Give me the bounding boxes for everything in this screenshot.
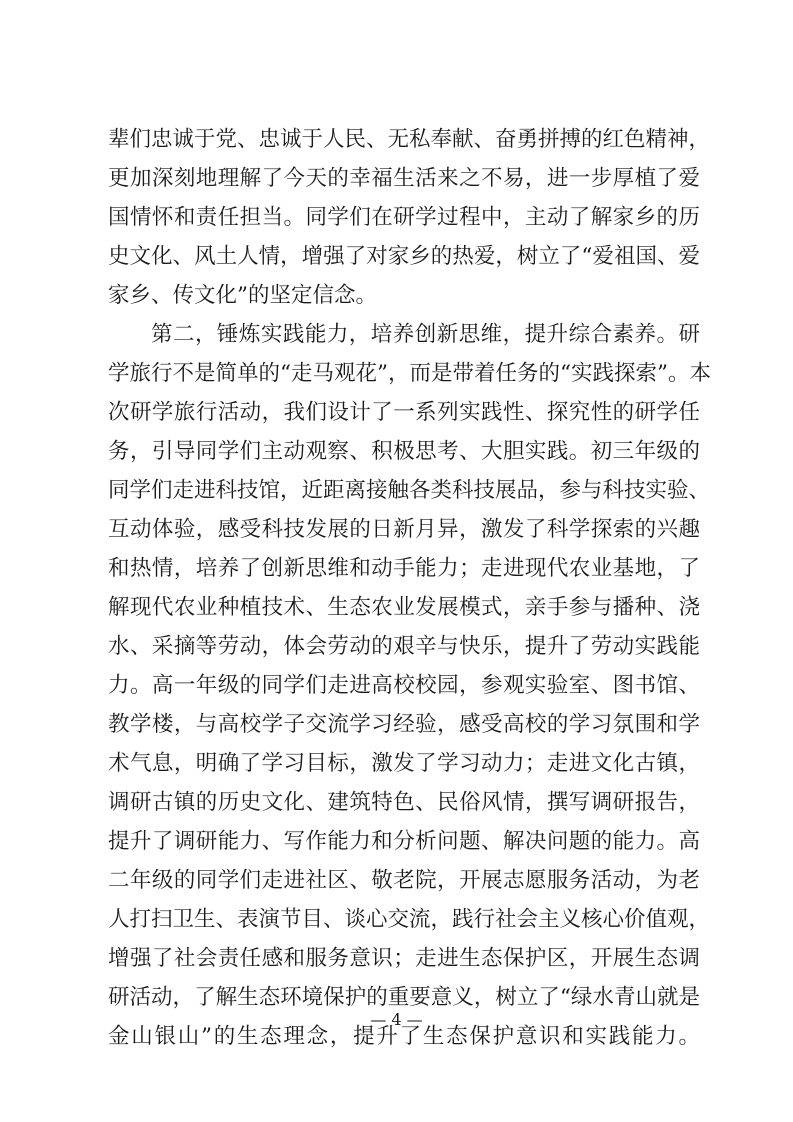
text-line: 教学楼，与高校学子交流学习经验，感受高校的学习氛围和学 <box>108 712 700 737</box>
text-line: 力。高一年级的同学们走进高校校园，参观实验室、图书馆、 <box>108 673 700 698</box>
text-line: 务，引导同学们主动观察、积极思考、大胆实践。初三年级的 <box>108 439 700 464</box>
text-line: 史文化、风土人情，增强了对家乡的热爱，树立了“爱祖国、爱 <box>108 244 700 269</box>
paragraph-1 <box>108 120 711 315</box>
text-line: 同学们走进科技馆，近距离接触各类科技展品，参与科技实验、 <box>108 478 711 503</box>
text-line: 辈们忠诚于党、忠诚于人民、无私奉献、奋勇拼搏的红色精神， <box>108 127 711 152</box>
text-line: 增强了社会责任感和服务意识；走进生态保护区，开展生态调 <box>108 946 700 971</box>
text-line: 调研古镇的历史文化、建筑特色、民俗风情，撰写调研报告， <box>108 790 700 815</box>
paragraph-2 <box>108 315 711 1095</box>
text-line: 国情怀和责任担当。同学们在研学过程中，主动了解家乡的历 <box>108 205 700 230</box>
body-text <box>108 120 711 1095</box>
text-line: 更加深刻地理解了今天的幸福生活来之不易，进一步厚植了爱 <box>108 166 700 191</box>
text-line: 金山银山”的生态理念，提升了生态保护意识和实践能力。 <box>108 1024 700 1049</box>
text-line: 水、采摘等劳动，体会劳动的艰辛与快乐，提升了劳动实践能 <box>108 634 700 659</box>
text-line: 二年级的同学们走进社区、敬老院，开展志愿服务活动，为老 <box>108 868 700 893</box>
text-line: 解现代农业种植技术、生态农业发展模式，亲手参与播种、浇 <box>108 595 700 620</box>
text-line: 提升了调研能力、写作能力和分析问题、解决问题的能力。高 <box>108 829 700 854</box>
text-line: 次研学旅行活动，我们设计了一系列实践性、探究性的研学任 <box>108 400 700 425</box>
text-line: 家乡、传文化”的坚定信念。 <box>108 283 377 308</box>
text-line: 和热情，培养了创新思维和动手能力；走进现代农业基地，了 <box>108 556 700 581</box>
text-line: 互动体验，感受科技发展的日新月异，激发了科学探索的兴趣 <box>108 517 700 542</box>
text-line <box>108 1056 700 1095</box>
text-line: 学旅行不是简单的“走马观花”，而是带着任务的“实践探索”。本 <box>108 361 711 386</box>
page-number: — 4 — <box>370 1010 423 1029</box>
text-line: 第二，锤炼实践能力，培养创新思维，提升综合素养。研 <box>151 322 700 347</box>
text-line: 人打扫卫生、表演节目、谈心交流，践行社会主义核心价值观， <box>108 907 711 932</box>
text-line: 研活动，了解生态环境保护的重要意义，树立了“绿水青山就是 <box>108 985 700 1010</box>
text-line: 术气息，明确了学习目标，激发了学习动力；走进文化古镇， <box>108 751 700 776</box>
